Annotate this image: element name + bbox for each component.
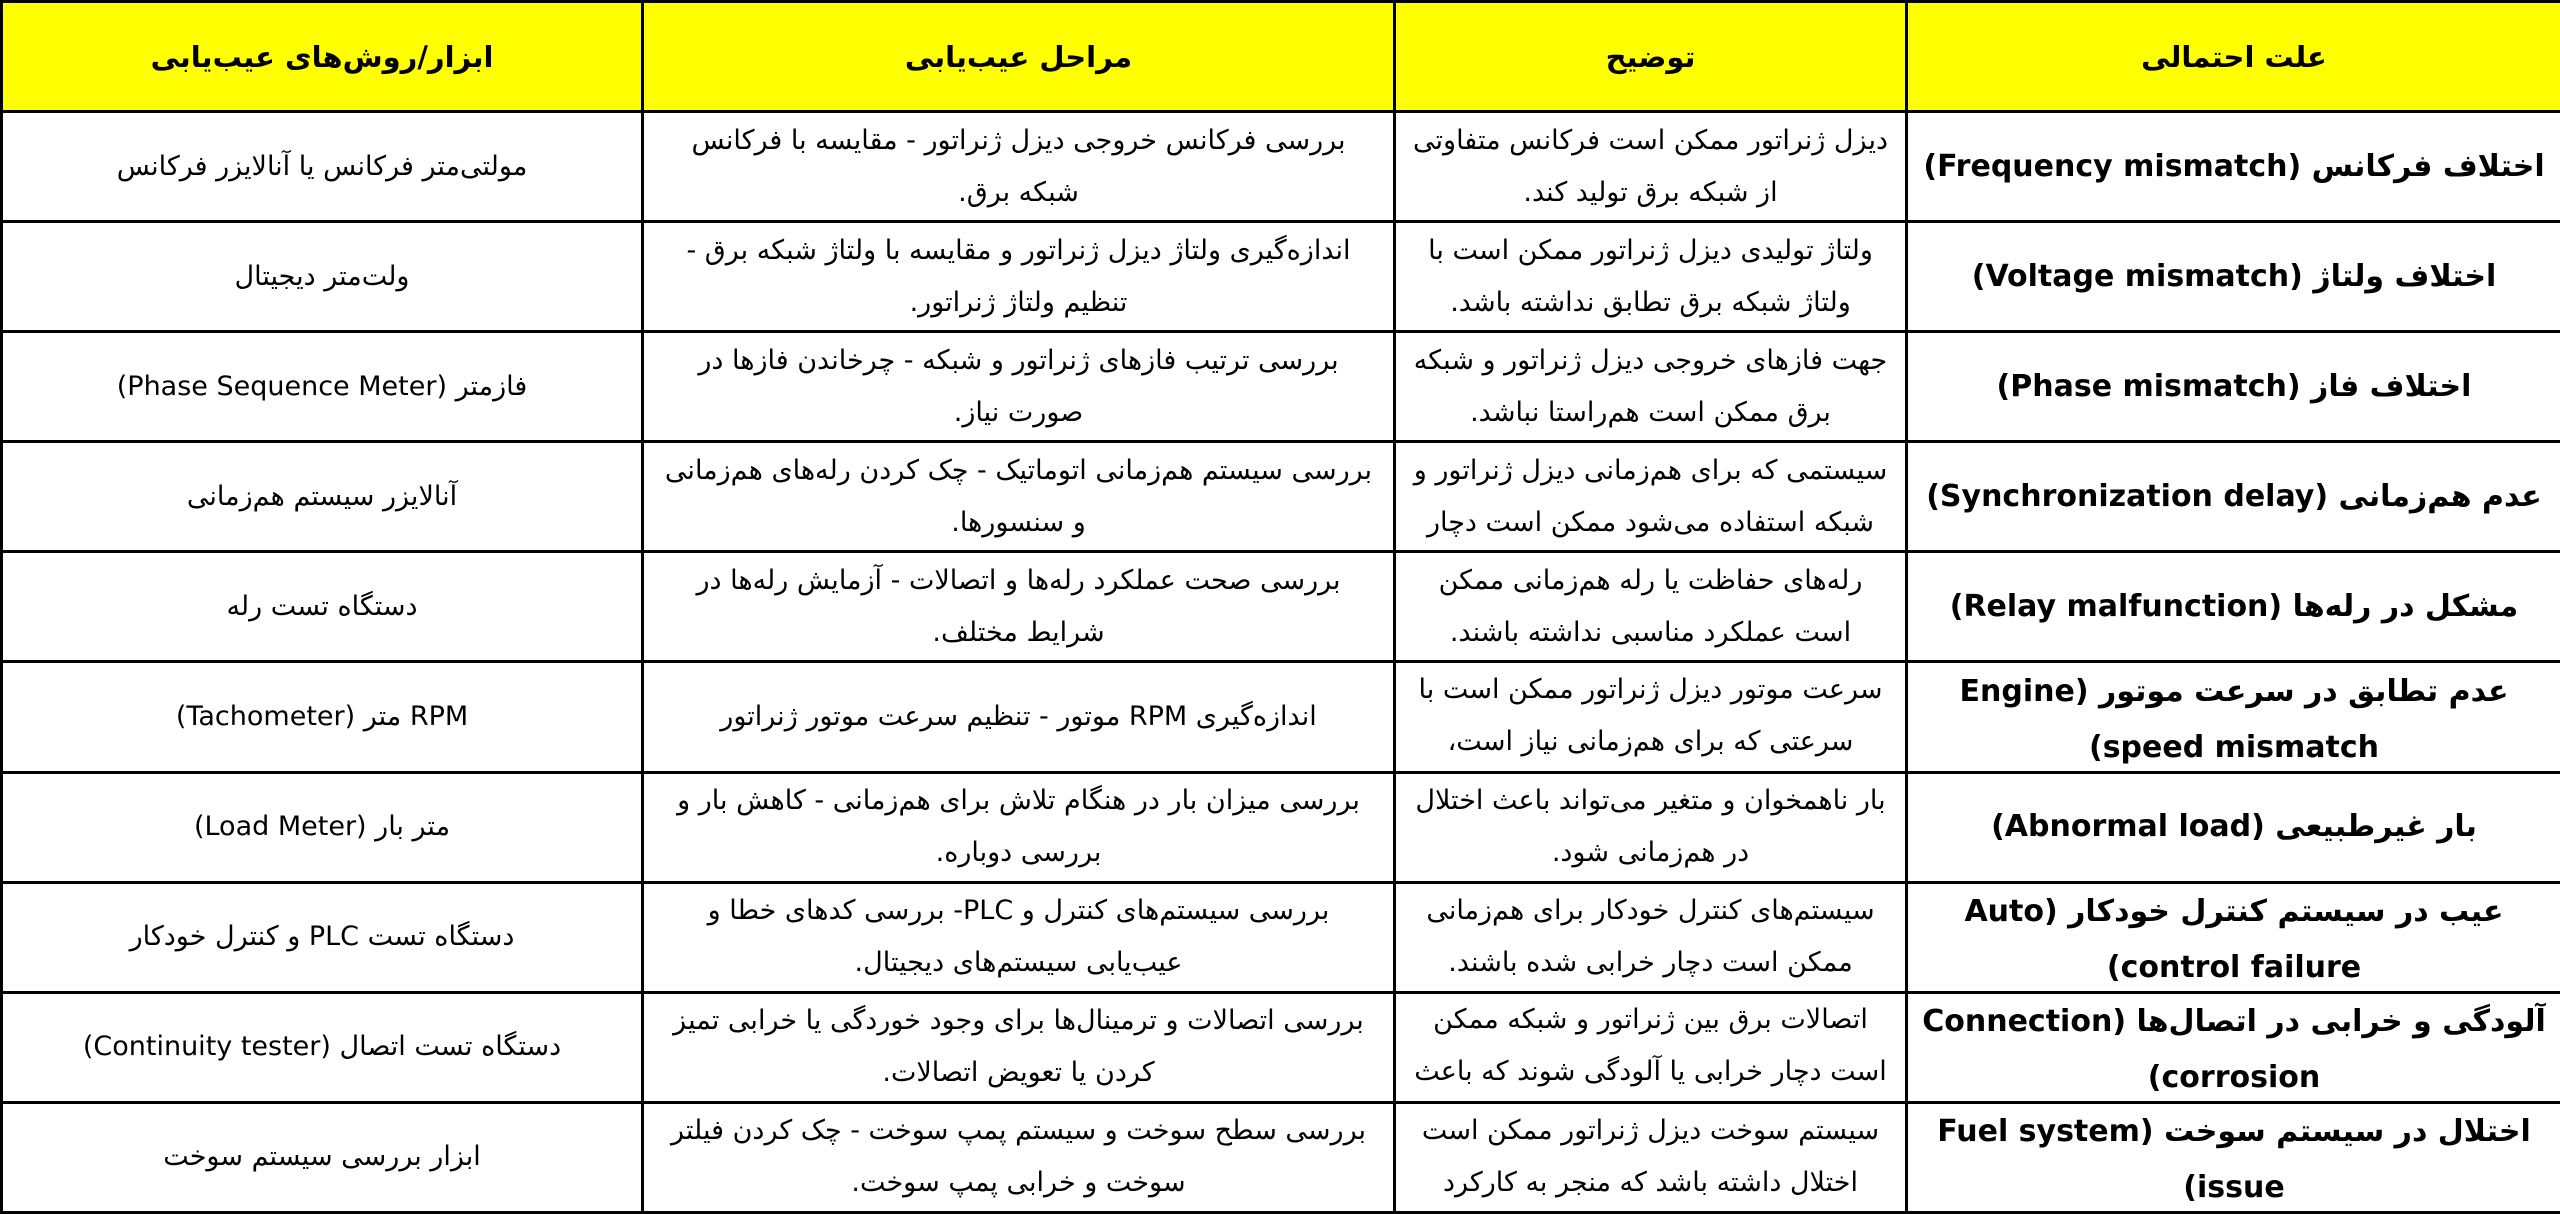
- description-text: دیزل ژنراتور ممکن است فرکانس متفاوتی از شبکه برق تولید کند.: [1413, 124, 1888, 208]
- cause-text: اختلاف فاز (Phase mismatch): [1996, 368, 2472, 404]
- description-cell: [1395, 442, 1907, 552]
- steps-text: بررسی میزان بار در هنگام تلاش برای هم‌زمانی - کاهش بار و بررسی دوباره.: [677, 785, 1360, 869]
- cause-text: بار غیرطبیعی (Abnormal load): [1991, 809, 2477, 845]
- tools-text: دستگاه تست PLC و کنترل خودکار: [129, 921, 515, 953]
- description-text: اتصالات برق بین ژنراتور و شبکه ممکن است دچار خرابی یا آلودگی شوند که باعث: [1414, 1004, 1887, 1088]
- steps-cell: [643, 662, 1395, 772]
- steps-text: بررسی صحت عملکرد رله‌ها و اتصالات - آزمایش رله‌ها در شرایط مختلف.: [696, 564, 1341, 648]
- tools-cell: [2, 222, 643, 332]
- tools-cell: [2, 992, 643, 1102]
- steps-text: بررسی اتصالات و ترمینال‌ها برای وجود خوردگی یا خرابی تمیز کردن یا تعویض اتصالات.: [673, 1005, 1364, 1089]
- table-row: [2, 662, 2560, 772]
- steps-cell: [643, 332, 1395, 442]
- cause-cell: [1907, 992, 2560, 1102]
- steps-text: بررسی ترتیب فازهای ژنراتور و شبکه - چرخاندن فازها در صورت نیاز.: [698, 344, 1339, 428]
- cause-text: مشکل در رله‌ها (Relay malfunction): [1949, 588, 2519, 624]
- header-steps: مراحل عیب‌یابی: [643, 2, 1395, 112]
- tools-text: ولت‌متر دیجیتال: [234, 260, 410, 292]
- description-text: رله‌های حفاظت یا رله هم‌زمانی ممکن است عملکرد مناسبی نداشته باشند.: [1438, 564, 1863, 648]
- cause-cell: [1907, 442, 2560, 552]
- table-row: [2, 882, 2560, 992]
- steps-cell: [643, 112, 1395, 222]
- table-row: [2, 1102, 2560, 1212]
- tools-text: RPM متر (Tachometer): [175, 701, 469, 733]
- tools-text: دستگاه تست رله: [226, 590, 418, 622]
- description-cell: [1395, 112, 1907, 222]
- table-row: [2, 222, 2560, 332]
- description-text: سرعت موتور دیزل ژنراتور ممکن است با سرعتی که برای هم‌زمانی نیاز است،: [1418, 674, 1883, 758]
- steps-text: اندازه‌گیری RPM موتور - تنظیم سرعت موتور ژنراتور: [720, 701, 1317, 733]
- steps-cell: [643, 772, 1395, 882]
- cause-text: آلودگی و خرابی در اتصال‌ها (Connection corrosion): [1922, 1004, 2546, 1096]
- steps-cell: [643, 222, 1395, 332]
- cause-text: اختلاف ولتاژ (Voltage mismatch): [1971, 258, 2497, 294]
- header-description: توضیح: [1395, 2, 1907, 112]
- description-cell: [1395, 332, 1907, 442]
- cause-cell: [1907, 882, 2560, 992]
- header-tools: ابزار/روش‌های عیب‌یابی: [2, 2, 643, 112]
- description-text: ولتاژ تولیدی دیزل ژنراتور ممکن است با ولتاژ شبکه برق تطابق نداشته باشد.: [1428, 234, 1873, 318]
- cause-text: عدم هم‌زمانی (Synchronization delay): [1926, 478, 2542, 514]
- steps-cell: [643, 552, 1395, 662]
- steps-text: اندازه‌گیری ولتاژ دیزل ژنراتور و مقایسه با ولتاژ شبکه برق - تنظیم ولتاژ ژنراتور.: [686, 234, 1351, 318]
- steps-text: بررسی فرکانس خروجی دیزل ژنراتور - مقایسه با فرکانس شبکه برق.: [691, 124, 1346, 208]
- steps-cell: [643, 442, 1395, 552]
- steps-text: بررسی سیستم هم‌زمانی اتوماتیک - چک کردن رله‌های هم‌زمانی و سنسورها.: [664, 454, 1373, 538]
- cause-text: اختلال در سیستم سوخت (Fuel system issue): [1937, 1114, 2531, 1206]
- tools-cell: [2, 442, 643, 552]
- cause-text: عدم تطابق در سرعت موتور (Engine speed mismatch): [1959, 674, 2509, 766]
- steps-cell: [643, 882, 1395, 992]
- description-cell: [1395, 772, 1907, 882]
- cause-cell: [1907, 552, 2560, 662]
- steps-cell: [643, 992, 1395, 1102]
- table-row: [2, 552, 2560, 662]
- table-header: [2, 2, 2560, 112]
- header-row: [2, 2, 2560, 112]
- description-text: بار ناهمخوان و متغیر می‌تواند باعث اختلال در هم‌زمانی شود.: [1415, 785, 1886, 869]
- tools-cell: [2, 112, 643, 222]
- table-row: [2, 442, 2560, 552]
- description-cell: [1395, 992, 1907, 1102]
- tools-cell: [2, 772, 643, 882]
- cause-cell: [1907, 332, 2560, 442]
- tools-text: فازمتر (Phase Sequence Meter): [116, 370, 528, 402]
- description-cell: [1395, 882, 1907, 992]
- table-row: [2, 112, 2560, 222]
- header-cause: علت احتمالی: [1907, 2, 2560, 112]
- description-text: سیستم‌های کنترل خودکار برای هم‌زمانی ممکن است دچار خرابی شده باشند.: [1426, 895, 1875, 979]
- table-body: [2, 112, 2560, 1213]
- description-cell: [1395, 662, 1907, 772]
- tools-text: متر بار (Load Meter): [193, 811, 451, 843]
- tools-cell: [2, 662, 643, 772]
- tools-cell: [2, 552, 643, 662]
- steps-cell: [643, 1102, 1395, 1212]
- tools-text: مولتی‌متر فرکانس یا آنالایزر فرکانس: [116, 150, 528, 182]
- steps-text: بررسی سطح سوخت و سیستم پمپ سوخت - چک کردن فیلتر سوخت و خرابی پمپ سوخت.: [670, 1115, 1367, 1199]
- description-cell: [1395, 222, 1907, 332]
- table-row: [2, 772, 2560, 882]
- tools-text: دستگاه تست اتصال (Continuity tester): [82, 1031, 562, 1063]
- table-row: [2, 332, 2560, 442]
- cause-text: عیب در سیستم کنترل خودکار (Auto control failure): [1964, 894, 2504, 986]
- cause-cell: [1907, 1102, 2560, 1212]
- description-text: سیستم سوخت دیزل ژنراتور ممکن است اختلال داشته باشد که منجر به کارکرد: [1421, 1115, 1880, 1199]
- tools-cell: [2, 332, 643, 442]
- steps-text: بررسی سیستم‌های کنترل و PLC- بررسی کدهای خطا و عیب‌یابی سیستم‌های دیجیتال.: [707, 895, 1330, 979]
- tools-text: ابزار بررسی سیستم سوخت: [163, 1141, 481, 1173]
- cause-cell: [1907, 772, 2560, 882]
- cause-cell: [1907, 222, 2560, 332]
- tools-cell: [2, 882, 643, 992]
- description-text: سیستمی که برای هم‌زمانی دیزل ژنراتور و شبکه استفاده می‌شود ممکن است دچار: [1413, 454, 1888, 538]
- table-row: [2, 992, 2560, 1102]
- cause-text: اختلاف فرکانس (Frequency mismatch): [1923, 148, 2545, 184]
- description-cell: [1395, 552, 1907, 662]
- description-text: جهت فازهای خروجی دیزل ژنراتور و شبکه برق ممکن است هم‌راستا نباشد.: [1413, 344, 1888, 428]
- tools-cell: [2, 1102, 643, 1212]
- cause-cell: [1907, 662, 2560, 772]
- cause-cell: [1907, 112, 2560, 222]
- description-cell: [1395, 1102, 1907, 1212]
- tools-text: آنالایزر سیستم هم‌زمانی: [186, 480, 458, 512]
